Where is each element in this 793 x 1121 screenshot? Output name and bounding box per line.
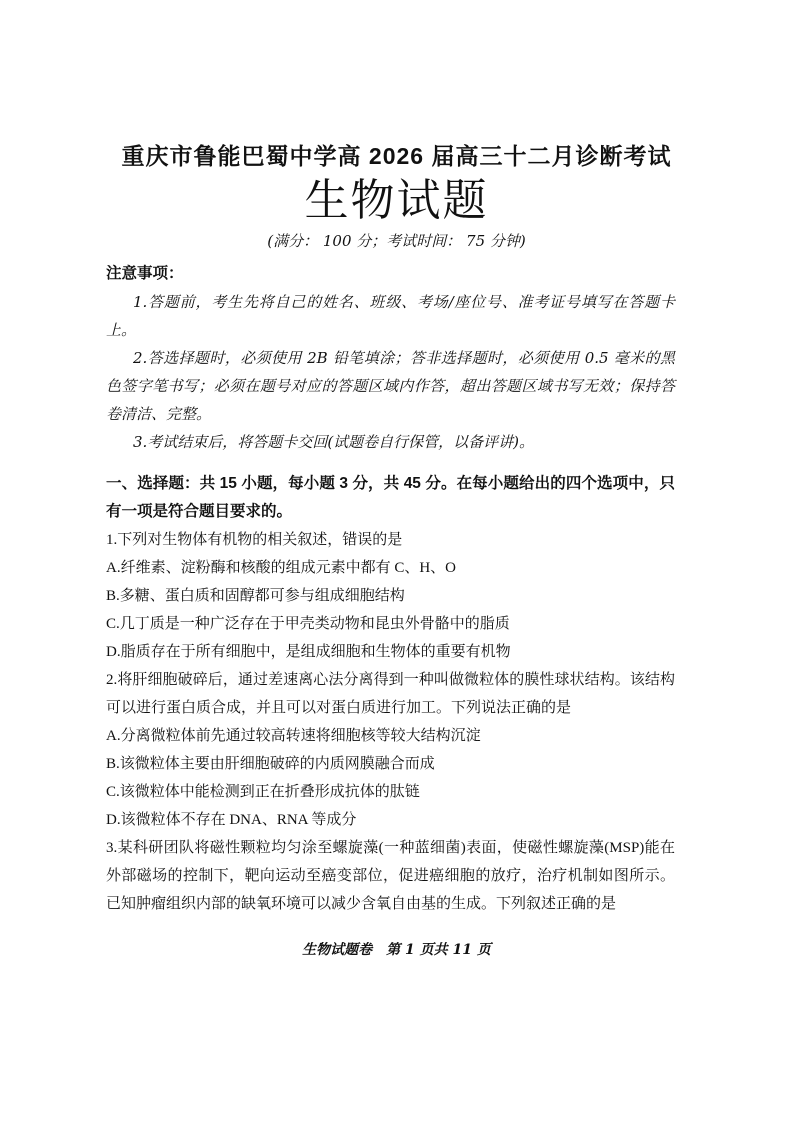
notices-heading: 注意事项： bbox=[106, 265, 184, 282]
question-2-option-d: D.该微粒体不存在 DNA、RNA 等成分 bbox=[106, 812, 357, 828]
notices-section bbox=[106, 260, 675, 456]
question-1-option-a: A.纤维素、淀粉酶和核酸的组成元素中都有 C、H、O bbox=[106, 560, 457, 576]
question-2-option-c: C.该微粒体中能检测到正在折叠形成抗体的肽链 bbox=[106, 784, 420, 800]
question-2-option-a: A.分离微粒体前先通过较高转速将细胞核等较大结构沉淀 bbox=[106, 728, 481, 744]
page-footer bbox=[0, 941, 793, 959]
exam-title: 重庆市鲁能巴蜀中学高 2026 届高三十二月诊断考试 bbox=[121, 143, 672, 169]
question-1-option-c: C.几丁质是一种广泛存在于甲壳类动物和昆虫外骨骼中的脂质 bbox=[106, 616, 510, 632]
subject-title: 生物试题 bbox=[304, 176, 489, 225]
footer-doc-label: 生物试题卷 bbox=[302, 942, 373, 958]
exam-info: (满分： 100 分；考试时间： 75 分钟) bbox=[267, 232, 526, 250]
question-2-option-b: B.该微粒体主要由肝细胞破碎的内质网膜融合而成 bbox=[106, 756, 435, 772]
question-1-option-d: D.脂质存在于所有细胞中，是组成细胞和生物体的重要有机物 bbox=[106, 644, 511, 660]
notice-item-1: 1.答题前，考生先将自己的姓名、班级、考场/座位号、准考证号填写在答题卡上。 bbox=[106, 293, 675, 339]
paper-body bbox=[0, 251, 793, 918]
question-3 bbox=[106, 834, 675, 918]
question-1 bbox=[106, 526, 675, 666]
notice-item-2: 2.答选择题时，必须使用 2B 铅笔填涂；答非选择题时，必须使用 0.5 毫米的黑色签字笔书写；必须在题号对应的答题区域内作答，超出答题区域书写无效；保持答卷清洁、完整。 bbox=[106, 349, 675, 423]
notice-item-3: 3.考试结束后，将答题卡交回(试题卷自行保管，以备评讲)。 bbox=[133, 433, 535, 451]
question-3-stem: 3.某科研团队将磁性颗粒均匀涂至螺旋藻(一种蓝细菌)表面，使磁性螺旋藻(MSP)能在外部磁场的控制下，靶向运动至癌变部位，促进癌细胞的放疗，治疗机制如图所示。已知肿瘤组织内部的缺氧环境可以减少含氧自由基的生成。下列叙述正确的是 bbox=[106, 840, 675, 912]
question-1-option-b: B.多糖、蛋白质和固醇都可参与组成细胞结构 bbox=[106, 588, 405, 604]
footer-page-number: 第 1 页共 11 页 bbox=[386, 942, 491, 958]
question-1-stem: 1.下列对生物体有机物的相关叙述，错误的是 bbox=[106, 532, 403, 548]
question-2-stem: 2.将肝细胞破碎后，通过差速离心法分离得到一种叫做微粒体的膜性球状结构。该结构可以进行蛋白质合成，并且可以对蛋白质进行加工。下列说法正确的是 bbox=[106, 672, 675, 716]
section-heading-choice-questions: 一、选择题：共 15 小题，每小题 3 分，共 45 分。在每小题给出的四个选项中，只有一项是符合题目要求的。 bbox=[106, 475, 675, 520]
paper-header bbox=[0, 0, 793, 251]
question-2 bbox=[106, 666, 675, 834]
